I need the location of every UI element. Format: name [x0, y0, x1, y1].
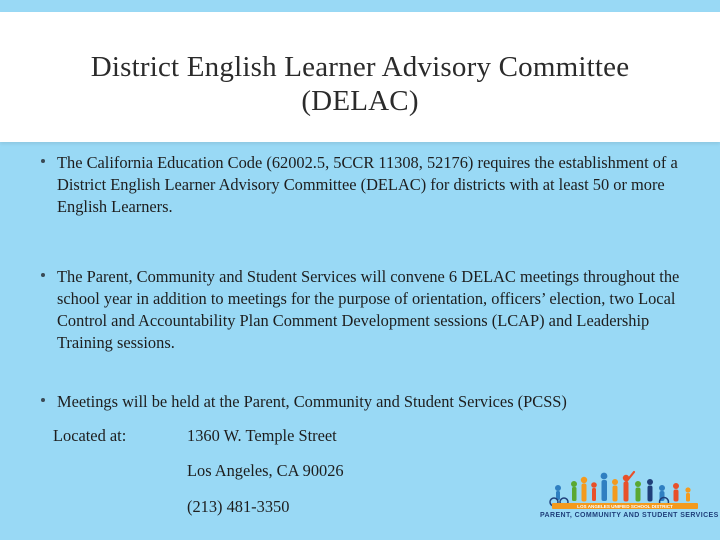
slide-title — [0, 50, 720, 118]
bullet-education-code — [41, 152, 691, 218]
bullet-dot — [41, 398, 45, 402]
logo-figures — [550, 472, 691, 507]
bullet-location — [41, 391, 691, 413]
title-line-1: District English Learner Advisory Committee — [90, 51, 630, 83]
address-street: 1360 W. Temple Street — [187, 426, 337, 445]
bullet-text: Meetings will be held at the Parent, Community and Student Services (PCSS) — [57, 392, 567, 411]
bullet-text: The Parent, Community and Student Services will convene 6 DELAC meetings throughout the school year in addition to meetings for the purpose of orientation, officers’ election, two Local Control and Accountability Plan Comment Development sessions (LCAP) and Leadership Training sessions. — [57, 267, 680, 352]
location-label: Located at: — [53, 426, 127, 445]
address-phone: (213) 481-3350 — [187, 497, 290, 516]
address-city: Los Angeles, CA 90026 — [187, 461, 344, 480]
bullet-dot — [41, 159, 45, 163]
bullet-text: The California Education Code (62002.5, 5CCR 11308, 52176) requires the establishment of a District English Learner Advisory Committee (DELAC) for districts with at least 50 or more English Learners. — [57, 153, 678, 216]
bullet-meetings — [41, 266, 691, 354]
logo-banner-text: LOS ANGELES UNIFIED SCHOOL DISTRICT — [577, 503, 673, 509]
bullet-dot — [41, 273, 45, 277]
logo-caption: PARENT, COMMUNITY AND STUDENT SERVICES — [540, 512, 719, 519]
title-line-2: (DELAC) — [301, 85, 419, 117]
